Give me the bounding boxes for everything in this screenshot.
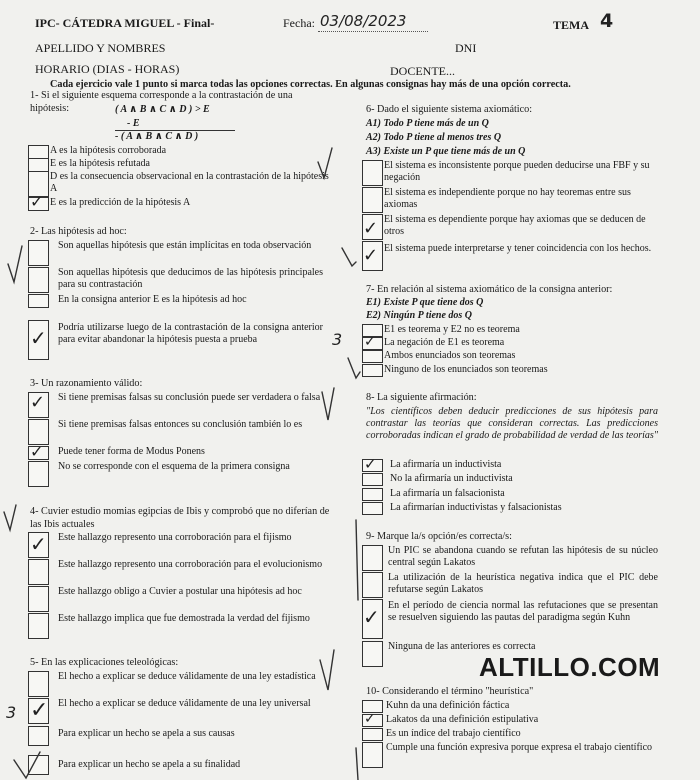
q5-grade-mark: 3 [6, 703, 17, 722]
q8-check-mark: ✓ [364, 455, 377, 473]
q3-side-tick-icon [322, 388, 334, 420]
q1-formula3: - ( A ∧ B ∧ C ∧ D ) [115, 131, 199, 142]
q4-check-mark: ✓ [30, 532, 47, 556]
q5-opt2: El hecho a explicar se deduce válidamente de una ley universal [58, 698, 311, 709]
q8-opt2: No la afirmaría un inductivista [390, 473, 513, 484]
q1-title: 1- Si el siguiente esquema corresponde a la contrastación de una hipótesis: [30, 90, 293, 114]
q1-formula2: - E [127, 118, 140, 129]
q10-opt1: Kuhn da una definición fáctica [386, 700, 510, 711]
dni-label: DNI [455, 41, 477, 55]
q4-opt1: Este hallazgo represento una corroboración para el fijismo [58, 532, 292, 543]
q3-title: 3- Un razonamiento válido: [30, 378, 143, 389]
fecha-label: Fecha: [283, 16, 315, 30]
altillo-logo: ALTILLO.COM [479, 652, 661, 682]
instructions: Cada ejercicio vale 1 punto si marca todas las opciones correctas. En algunas consignas hay más de una opción correcta. [50, 79, 571, 90]
q2-title: 2- Las hipótesis ad hoc: [30, 226, 127, 237]
q6-opt1: El sistema es inconsistente porque pueden deducirse una FBF y su negación [384, 160, 650, 183]
q9-opt3: En el período de ciencia normal las refutaciones que se presentan se resuelven siguiendo las pautas del paradigma según Kuhn [388, 600, 658, 623]
q5-title: 5- En las explicaciones teleológicas: [30, 657, 179, 668]
q8-quote: "Los científicos deben deducir predicciones de sus hipótesis para contrastar las teorías que consideran correctas. Las predicciones corroboradas indican el grado de probabilidad de verdad de las teorías" [366, 406, 658, 442]
q2-check-mark: ✓ [30, 326, 47, 350]
q2-opt3: En la consigna anterior E es la hipótesis ad hoc [58, 294, 247, 305]
q7-opt2: La negación de E1 es teorema [384, 337, 505, 348]
q6-side-tick-icon [342, 248, 356, 266]
q4-side-tick-icon [4, 505, 16, 530]
q7-check-mark: ✓ [364, 334, 376, 350]
q3-opt2: Si tiene premisas falsas entonces su conclusión también lo es [58, 419, 303, 430]
q1-check-mark: ✓ [30, 192, 44, 211]
q9-opt4: Ninguna de las anteriores es correcta [388, 641, 536, 652]
q5-check-mark: ✓ [30, 698, 49, 723]
fecha-value: 03/08/2023 [320, 12, 407, 30]
q6-opt4: El sistema puede interpretarse y tener coincidencia con los hechos. [384, 243, 652, 254]
apellido-label: APELLIDO Y NOMBRES [35, 41, 166, 55]
q4-title: 4- Cuvier estudio momias egipcias de Ibis y comprobó que no diferían de las Ibis actuales [30, 506, 330, 530]
q2-side-tick-icon [8, 246, 22, 282]
q6-opt2: El sistema es independiente porque no hay teoremas entre sus axiomas [384, 187, 631, 210]
q3-opt1: Si tiene premisas falsas su conclusión puede ser verdadera o falsa [58, 392, 321, 403]
q10-opt2: Lakatos da una definición estipulativa [386, 714, 539, 725]
q2-opt2: Son aquellas hipótesis que deducimos de las hipótesis principales para su contrastación [58, 267, 323, 290]
q10-check-mark: ✓ [364, 711, 376, 727]
q1-opt3: D es la consecuencia observacional en la contrastación de la hipótesis A [50, 171, 329, 194]
q10-opt3: Es un índice del trabajo científico [386, 728, 521, 739]
q10-side-line-icon [356, 748, 358, 780]
q10-opt4: Cumple una función expresiva porque expresa el trabajo científico [386, 742, 653, 753]
q4-opt3: Este hallazgo obligo a Cuvier a postular una hipótesis ad hoc [58, 586, 302, 597]
q3-check-mark-1: ✓ [30, 392, 46, 413]
q1-opt2: E es la hipótesis refutada [50, 158, 150, 169]
q5-opt4: Para explicar un hecho se apela a su finalidad [58, 759, 241, 770]
q1-opt1: A es la hipótesis corroborada [50, 145, 167, 156]
q3-check-mark-2: ✓ [30, 442, 44, 461]
q1-formula1: ( A ∧ B ∧ C ∧ D ) > E [115, 104, 210, 115]
q3-opt4: No se corresponde con el esquema de la primera consigna [58, 461, 290, 472]
q1-opt4: E es la predicción de la hipótesis A [50, 197, 191, 208]
q8-opt4: La afirmarían inductivistas y falsacionistas [390, 502, 562, 513]
docente-label: DOCENTE... [390, 64, 455, 78]
q8-title: 8- La siguiente afirmación: [366, 392, 477, 403]
q6-check-mark-2: ✓ [363, 245, 379, 266]
q7-e1: E1) Existe P que tiene dos Q [366, 297, 484, 308]
q4-opt2: Este hallazgo represento una corroboración para el evolucionismo [58, 559, 323, 570]
q7-opt3: Ambos enunciados son teoremas [384, 350, 516, 361]
q7-side-tick-icon [348, 358, 360, 378]
horario-label: HORARIO (DIAS - HORAS) [35, 62, 180, 76]
tema-label: TEMA [553, 18, 589, 32]
q7-opt1: E1 es teorema y E2 no es teorema [384, 324, 520, 335]
exam-title: IPC- CÁTEDRA MIGUEL - Final- [35, 16, 215, 30]
q10-title: 10- Considerando el término "heurística" [366, 686, 534, 697]
q1-side-tick-icon [318, 148, 332, 178]
q5-opt1: El hecho a explicar se deduce válidamente de una ley estadística [58, 671, 316, 682]
q6-a1: A1) Todo P tiene más de un Q [366, 118, 489, 129]
q6-title: 6- Dado el siguiente sistema axiomático: [366, 104, 533, 115]
q7-grade-mark: 3 [332, 330, 343, 349]
q3-opt3: Puede tener forma de Modus Ponens [58, 446, 205, 457]
q9-side-line-icon [356, 520, 358, 600]
q7-opt4: Ninguno de los enunciados son teoremas [384, 364, 548, 375]
q8-opt3: La afirmaría un falsacionista [390, 488, 505, 499]
q9-check-mark: ✓ [363, 605, 380, 629]
q9-opt2: La utilización de la heurística negativa indica que el PIC debe refutarse según Lakatos [388, 572, 658, 595]
q7-title: 7- En relación al sistema axiomático de la consigna anterior: [366, 284, 613, 295]
q5-opt3: Para explicar un hecho se apela a sus causas [58, 728, 235, 739]
q6-a2: A2) Todo P tiene al menos tres Q [366, 132, 502, 143]
q5-side-tick-icon [320, 650, 334, 690]
q2-opt1: Son aquellas hipótesis que están implícitas en toda observación [58, 240, 312, 251]
q6-opt3: El sistema es dependiente porque hay axiomas que se deducen de otros [384, 214, 646, 237]
q8-opt1: La afirmaría un inductivista [390, 459, 502, 470]
tema-value: 4 [600, 10, 614, 32]
q6-check-mark-1: ✓ [363, 218, 379, 239]
q9-opt1: Un PIC se abandona cuando se refutan las hipótesis de su núcleo central según Lakatos [388, 545, 658, 568]
q6-a3: A3) Existe un P que tiene más de un Q [366, 146, 526, 157]
q4-opt4: Este hallazgo implica que fue demostrada la verdad del fijismo [58, 613, 310, 624]
q2-opt4: Podría utilizarse luego de la contrastación de la consigna anterior para evitar abandonar la hipótesis puesta a prueba [58, 322, 323, 345]
q5-bottom-tick-icon [14, 752, 40, 778]
q9-title: 9- Marque la/s opción/es correcta/s: [366, 531, 512, 542]
q7-e2: E2) Ningún P tiene dos Q [366, 310, 473, 321]
